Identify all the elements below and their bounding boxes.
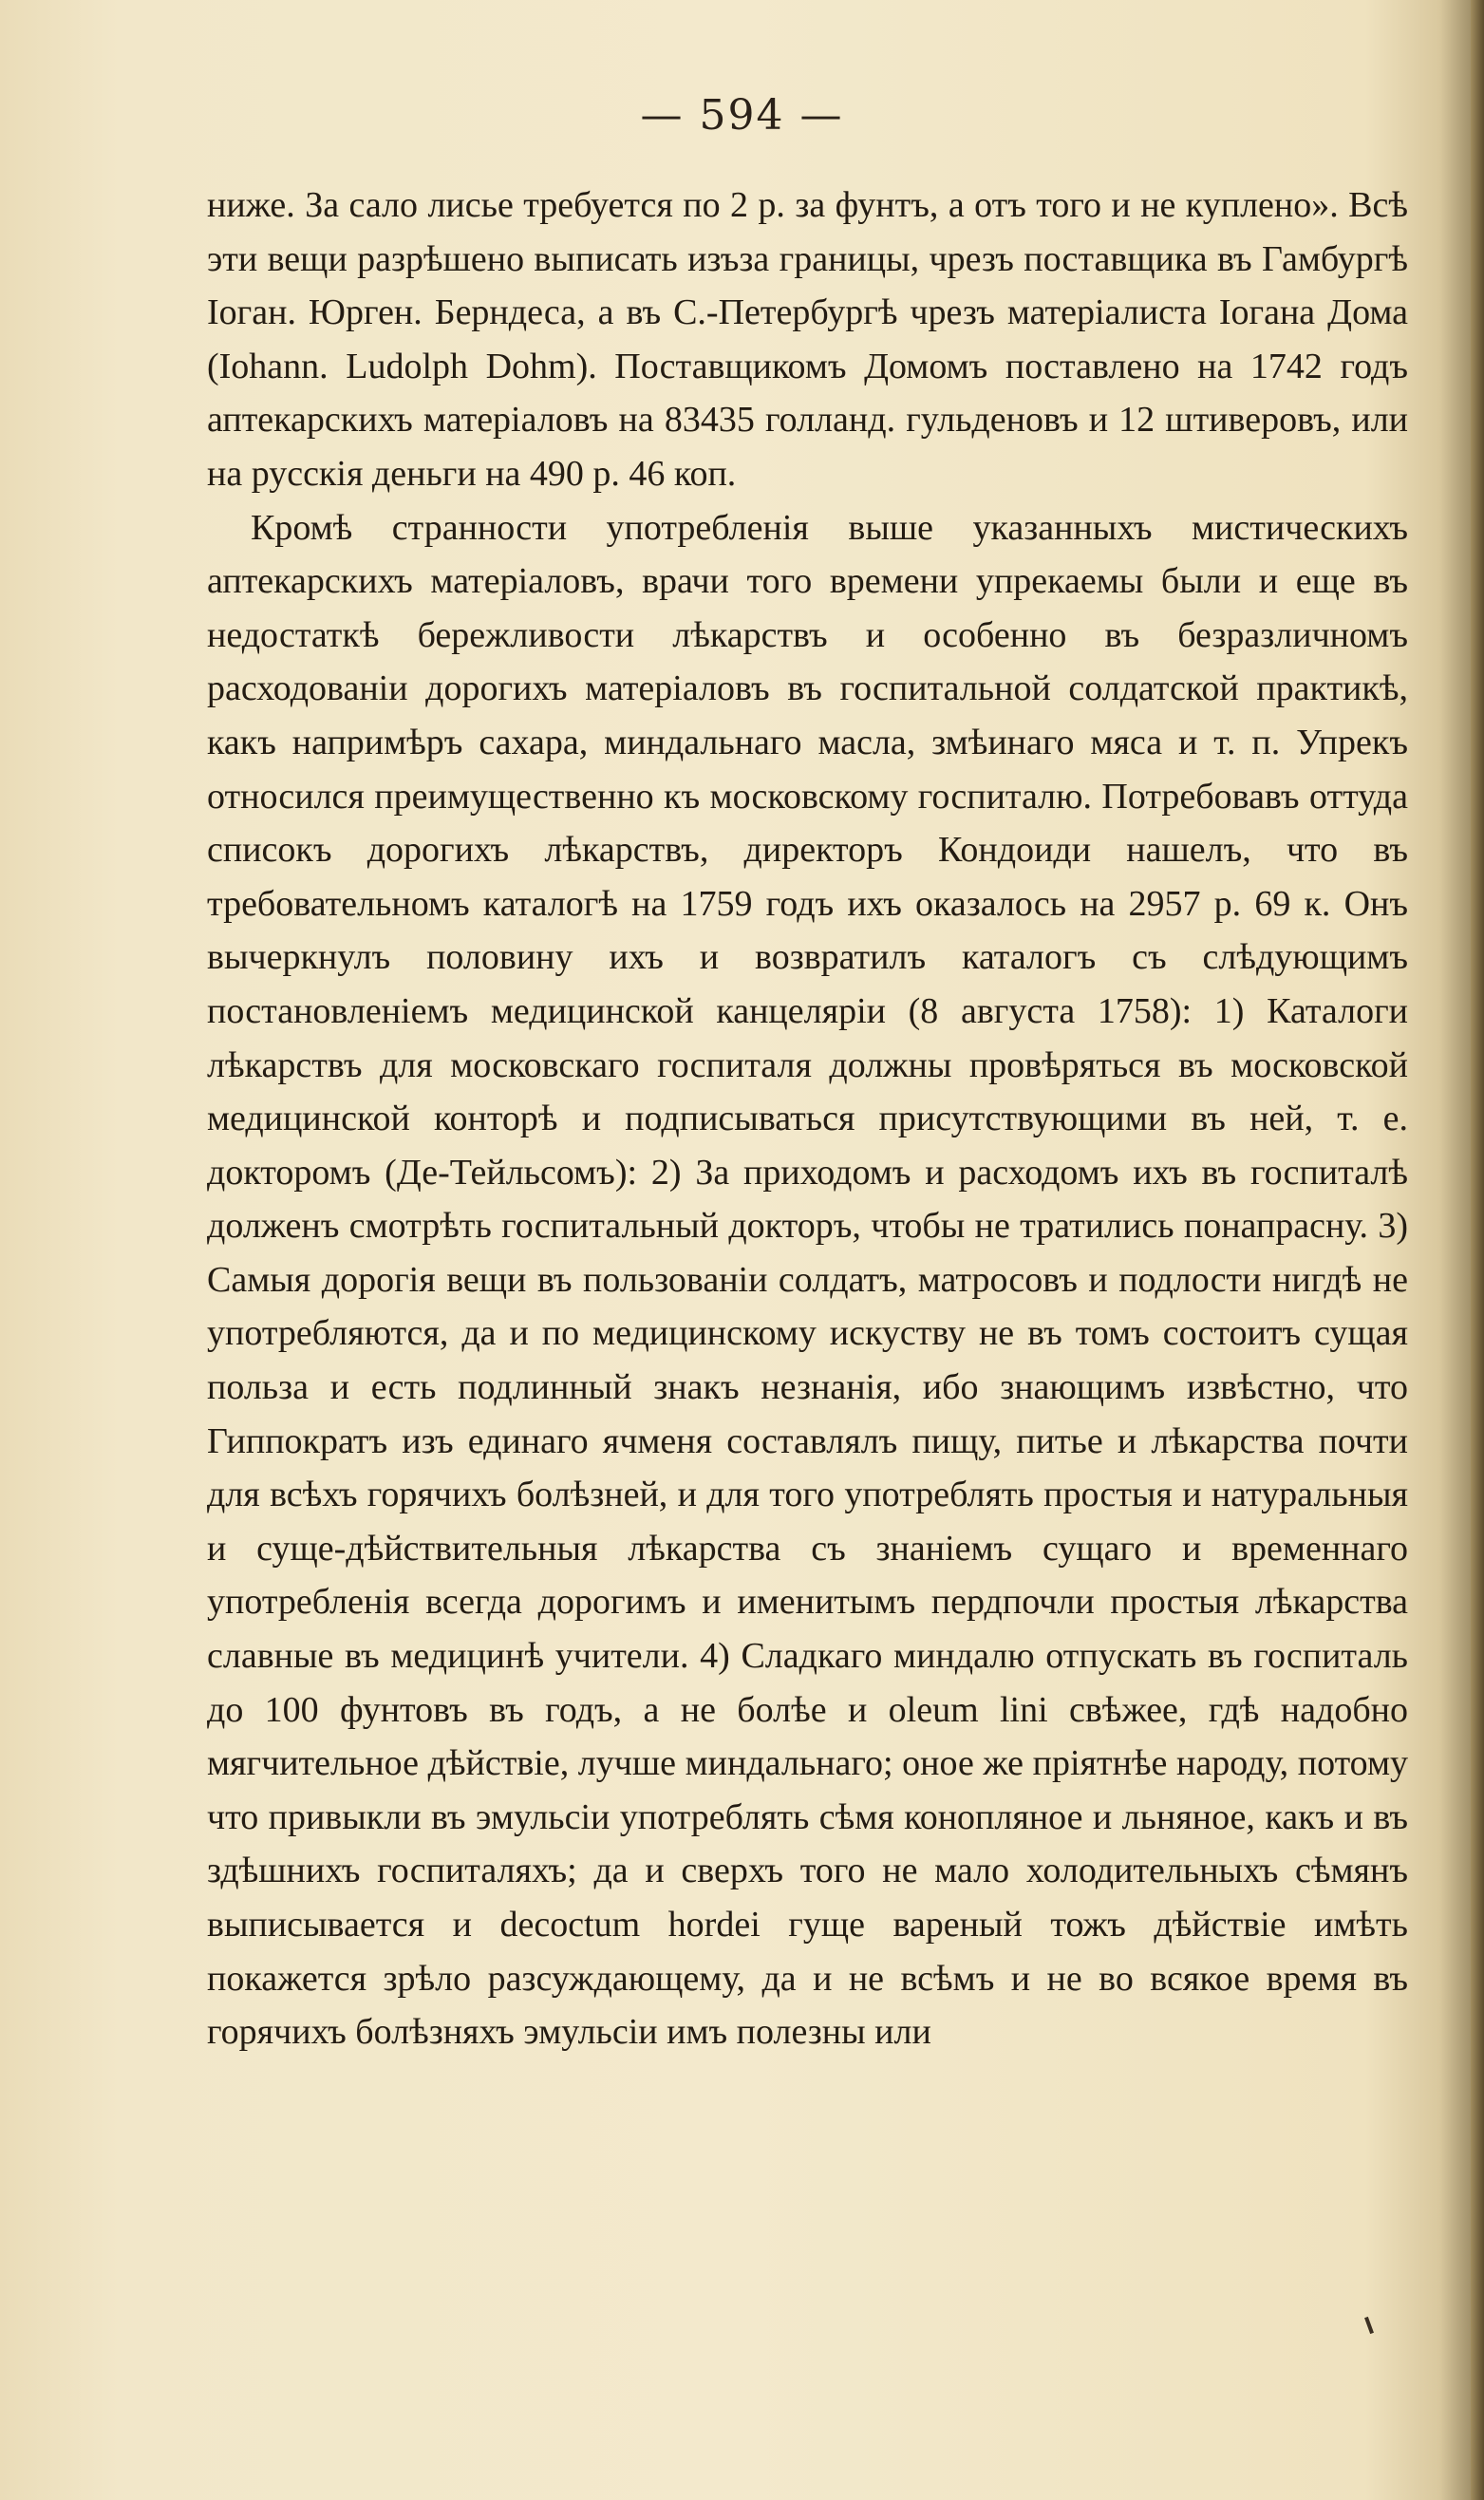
body-text [207,179,1408,2059]
page-edge-shadow [1471,0,1484,2500]
paragraph-2: Кромѣ странности употребленія выше указанныхъ мистическихъ аптекарскихъ матеріаловъ, врачи того времени упрекаемы были и еще въ недостаткѣ бережливости лѣкарствъ и особенно въ безразличномъ расходованіи дорогихъ матеріаловъ въ госпитальной солдатской практикѣ, какъ напримѣръ сахара, миндальнаго масла, змѣинаго мяса и т. п. Упрекъ относился преимущественно къ московскому госпиталю. Потребовавъ оттуда списокъ дорогихъ лѣкарствъ, директоръ Кондоиди нашелъ, что въ требовательномъ каталогѣ на 1759 годъ ихъ оказалось на 2957 р. 69 к. Онъ вычеркнулъ половину ихъ и возвратилъ каталогъ съ слѣдующимъ постановленіемъ медицинской канцеляріи (8 августа 1758): 1) Каталоги лѣкарствъ для московскаго госпиталя должны провѣряться въ московской медицинской конторѣ и подписываться присутствующими въ ней, т. е. докторомъ (Де-Тейльсомъ): 2) За приходомъ и расходомъ ихъ въ госпиталѣ долженъ смотрѣть госпитальный докторъ, чтобы не тратились понапрасну. 3) Самыя дорогія вещи въ пользованіи солдатъ, матросовъ и подлости нигдѣ не употребляются, да и по медицинскому искуству не въ томъ состоитъ сущая польза и есть подлинный знакъ незнанія, ибо знающимъ извѣстно, что Гиппократъ изъ единаго ячменя составлялъ пищу, питье и лѣкарства почти для всѣхъ горячихъ болѣзней, и для того употреблять простыя и натуральныя и суще-дѣйствительныя лѣкарства съ знаніемъ сущаго и временнаго употребленія всегда дорогимъ и именитымъ пердпочли простыя лѣкарства славные въ медицинѣ учители. 4) Сладкаго миндалю отпускать въ госпиталь до 100 фунтовъ въ годъ, а не болѣе и oleum lini свѣжее, гдѣ надобно мягчительное дѣйствіе, лучше миндальнаго; оное же пріятнѣе народу, потому что привыкли въ эмульсіи употреблять сѣмя конопляное и льняное, какъ и въ здѣшнихъ госпиталяхъ; да и сверхъ того не мало холодительныхъ сѣмянъ выписывается и decoctum hordei гуще вареный тожъ дѣйствіе имѣть покажется зрѣло разсуждающему, да и не всѣмъ и не во всякое время въ горячихъ болѣзняхъ эмульсіи имъ полезны или [207,507,1408,2053]
paragraph-1: ниже. За сало лисье требуется по 2 р. за фунтъ, а отъ того и не куплено». Всѣ эти вещи разрѣшено выписать изъза границы, чрезъ поставщика въ Гамбургѣ Іоган. Юрген. Берндеса, а въ С.-Петербургѣ чрезъ матеріалиста Іогана Дома (Iohann. Ludolph Dohm). Поставщикомъ Домомъ поставлено на 1742 годъ аптекарскихъ матеріаловъ на 83435 голланд. гульденовъ и 12 штиверовъ, или на русскія деньги на 490 р. 46 коп. [207,185,1408,494]
page-number: — 594 — [640,91,844,140]
ink-mark [1364,2317,1374,2334]
